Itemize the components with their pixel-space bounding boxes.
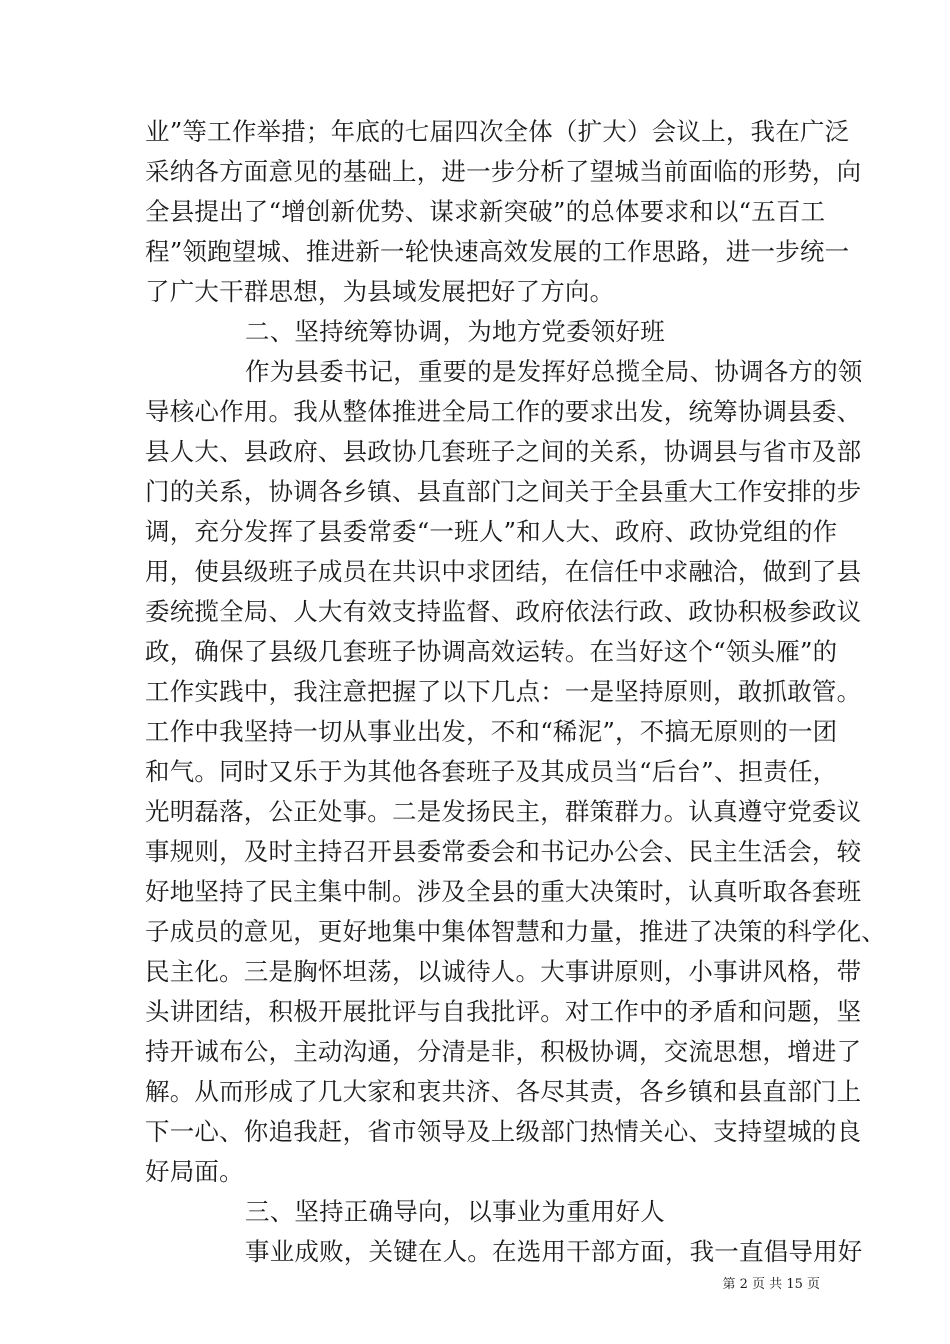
text-line: 作为县委书记，重要的是发挥好总揽全局、协调各方的领 <box>245 357 863 386</box>
text-line: 采纳各方面意见的基础上，进一步分析了望城当前面临的形势，向 <box>145 157 862 186</box>
text-line: 好地坚持了民主集中制。涉及全县的重大决策时，认真听取各套班 <box>145 877 862 906</box>
text-line: 事业成败，关键在人。在选用干部方面，我一直倡导用好 <box>245 1237 863 1266</box>
text-line: 导核心作用。我从整体推进全局工作的要求出发，统筹协调县委、 <box>145 397 862 426</box>
text-line: 下一心、你追我赶，省市领导及上级部门热情关心、支持望城的良 <box>145 1117 862 1146</box>
text-line: 解。从而形成了几大家和衷共济、各尽其责，各乡镇和县直部门上 <box>145 1077 862 1106</box>
text-line: 和气。同时又乐于为其他各套班子及其成员当“后台”、担责任， <box>145 757 838 786</box>
text-line: 工作实践中，我注意把握了以下几点：一是坚持原则，敢抓敢管。 <box>145 677 862 706</box>
text-line: 政，确保了县级几套班子协调高效运转。在当好这个“领头雁”的 <box>145 637 838 666</box>
text-line: 持开诚布公，主动沟通，分清是非，积极协调，交流思想，增进了 <box>145 1037 862 1066</box>
text-line: 业”等工作举措；年底的七届四次全体（扩大）会议上，我在广泛 <box>145 117 850 146</box>
text-line: 民主化。三是胸怀坦荡，以诚待人。大事讲原则，小事讲风格，带 <box>145 957 862 986</box>
text-line: 工作中我坚持一切从事业出发，不和“稀泥”，不搞无原则的一团 <box>145 717 838 746</box>
text-line: 县人大、县政府、县政协几套班子之间的关系，协调县与省市及部 <box>145 437 862 466</box>
page-number: 第 2 页 共 15 页 <box>722 1277 820 1292</box>
text-line: 了广大干群思想，为县域发展把好了方向。 <box>145 277 615 306</box>
text-line: 头讲团结，积极开展批评与自我批评。对工作中的矛盾和问题，坚 <box>145 997 862 1026</box>
text-line: 委统揽全局、人大有效支持监督、政府依法行政、政协积极参政议 <box>145 597 862 626</box>
text-line: 调，充分发挥了县委常委“一班人”和人大、政府、政协党组的作 <box>145 517 838 546</box>
text-line: 好局面。 <box>145 1157 244 1186</box>
text-line: 程”领跑望城、推进新一轮快速高效发展的工作思路，进一步统一 <box>145 237 850 266</box>
text-line: 门的关系，协调各乡镇、县直部门之间关于全县重大工作安排的步 <box>145 477 862 506</box>
text-line: 用，使县级班子成员在共识中求团结，在信任中求融洽，做到了县 <box>145 557 862 586</box>
text-line: 光明磊落，公正处事。二是发扬民主，群策群力。认真遵守党委议 <box>145 797 862 826</box>
text-line: 全县提出了“增创新优势、谋求新突破”的总体要求和以“五百工 <box>145 197 826 226</box>
section-heading: 三、坚持正确导向，以事业为重用好人 <box>245 1197 665 1226</box>
text-line: 事规则，及时主持召开县委常委会和书记办公会、民主生活会，较 <box>145 837 862 866</box>
section-heading: 二、坚持统筹协调，为地方党委领好班 <box>245 317 665 346</box>
text-line: 子成员的意见，更好地集中集体智慧和力量，推进了决策的科学化、 <box>145 917 886 946</box>
